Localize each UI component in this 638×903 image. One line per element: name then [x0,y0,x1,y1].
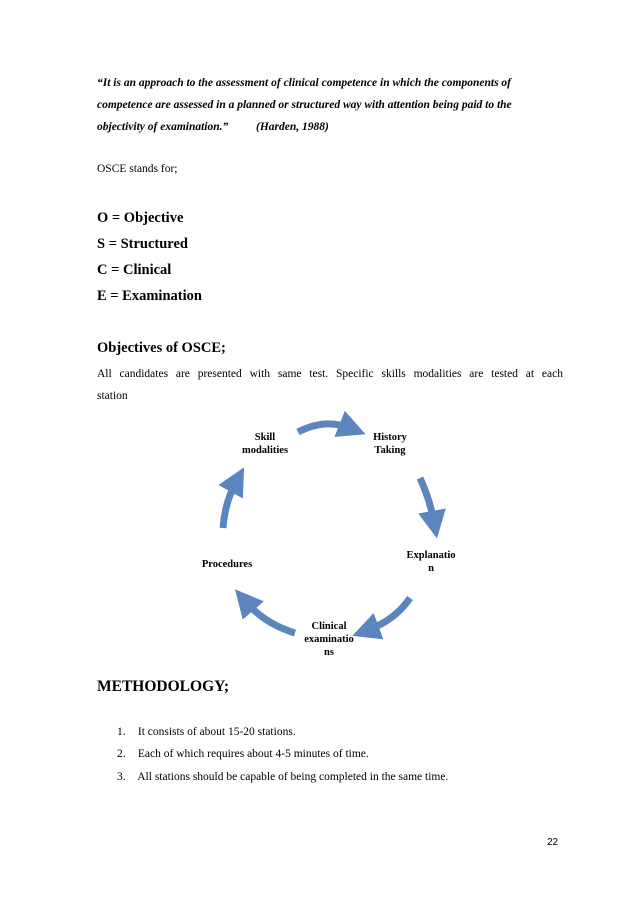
node-clinical-line-3: ns [324,647,334,658]
quote-line-1: “It is an approach to the assessment of clinical competence in which the components of [97,77,512,89]
methodology-heading: METHODOLOGY; [97,678,230,695]
methodology-item-number: 3. [117,771,126,783]
objectives-body-line-2: station [97,390,128,402]
quote-line-3-text: objectivity of examination.” [97,121,229,133]
acronym-c: C = Clinical [97,262,172,278]
acronym-s: S = Structured [97,236,188,252]
methodology-item-text: All stations should be capable of being completed in the same time. [137,771,449,783]
methodology-item-text: Each of which requires about 4-5 minutes of time. [137,748,369,760]
node-skill-modalities [230,431,300,457]
node-explanation [398,549,464,575]
arrow-procedures-to-skill [223,482,236,528]
node-clinical-line-1: Clinical [311,621,347,632]
methodology-item-text: It consists of about 15-20 stations. [137,726,296,738]
node-explanation-line-2: n [428,563,434,574]
methodology-item [117,726,296,738]
node-procedures [188,558,266,571]
node-history-line-1: History [373,432,407,443]
acronym-e: E = Examination [97,288,202,304]
methodology-item [117,771,448,783]
methodology-item-number: 1. [117,726,126,738]
node-skill-line-2: modalities [241,445,289,456]
quote-citation: (Harden, 1988) [256,121,329,133]
node-skill-line-1: Skill [254,432,276,443]
acronym-o: O = Objective [97,210,184,226]
objectives-body-line-1: All candidates are presented with same test. Specific skills modalities are tested at each [97,368,563,380]
methodology-item [117,748,369,760]
node-clinical-line-2: examinatio [304,634,354,645]
node-procedures-line-1: Procedures [201,559,253,570]
node-explanation-line-1: Explanatio [406,550,456,561]
quote-line-2: competence are assessed in a planned or structured way with attention being paid to the [97,99,512,111]
osce-intro: OSCE stands for; [97,163,178,175]
node-clinical-examinations [294,620,364,659]
arrow-history-to-explanation [420,478,434,522]
node-history-taking [358,431,422,457]
arrow-explanation-to-clinical [368,598,410,630]
objectives-heading: Objectives of OSCE; [97,340,226,356]
arrow-skill-to-history [298,424,350,432]
arrow-clinical-to-procedures [246,602,295,633]
node-history-line-2: Taking [374,445,406,456]
methodology-item-number: 2. [117,748,126,760]
page-number: 22 [547,837,559,848]
